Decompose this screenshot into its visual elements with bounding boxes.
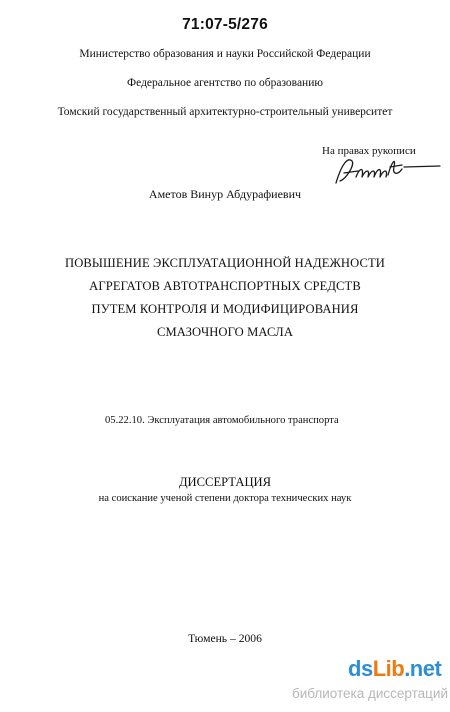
degree-statement: на соискание ученой степени доктора технических наук: [98, 493, 352, 504]
dissertation-title-line: АГРЕГАТОВ АВТОТРАНСПОРТНЫХ СРЕДСТВ: [89, 279, 361, 293]
dslib-watermark: [268, 656, 450, 712]
city-year: Тюмень – 2006: [188, 632, 262, 645]
dissertation-title-line: ПОВЫШЕНИЕ ЭКСПЛУАТАЦИОННОЙ НАДЕЖНОСТИ: [65, 256, 385, 270]
handwritten-signature: [332, 153, 442, 189]
logo-net: .net: [404, 656, 442, 681]
ministry-name: Министерство образования и науки Российской Федерации: [79, 48, 371, 60]
manuscript-rights-note: На правах рукописи: [322, 145, 416, 157]
catalog-number: 71:07-5/276: [182, 16, 268, 33]
dissertation-title-line: СМАЗОЧНОГО МАСЛА: [156, 325, 294, 339]
logo-lib: Lib: [372, 656, 405, 681]
specialty-code: 05.22.10. Эксплуатация автомобильного транспорта: [105, 415, 339, 426]
agency-name: Федеральное агентство по образованию: [127, 77, 323, 89]
watermark-caption: библиотека диссертаций: [291, 686, 448, 701]
document-type: ДИССЕРТАЦИЯ: [178, 475, 272, 489]
dissertation-title-line: ПУТЕМ КОНТРОЛЯ И МОДИФИЦИРОВАНИЯ: [91, 302, 359, 316]
author-name: Аметов Винур Абдурафиевич: [148, 187, 302, 201]
university-name: Томский государственный архитектурно-строительный университет: [57, 106, 393, 118]
logo-ds: ds: [348, 656, 373, 681]
dslib-logo: [348, 656, 441, 682]
